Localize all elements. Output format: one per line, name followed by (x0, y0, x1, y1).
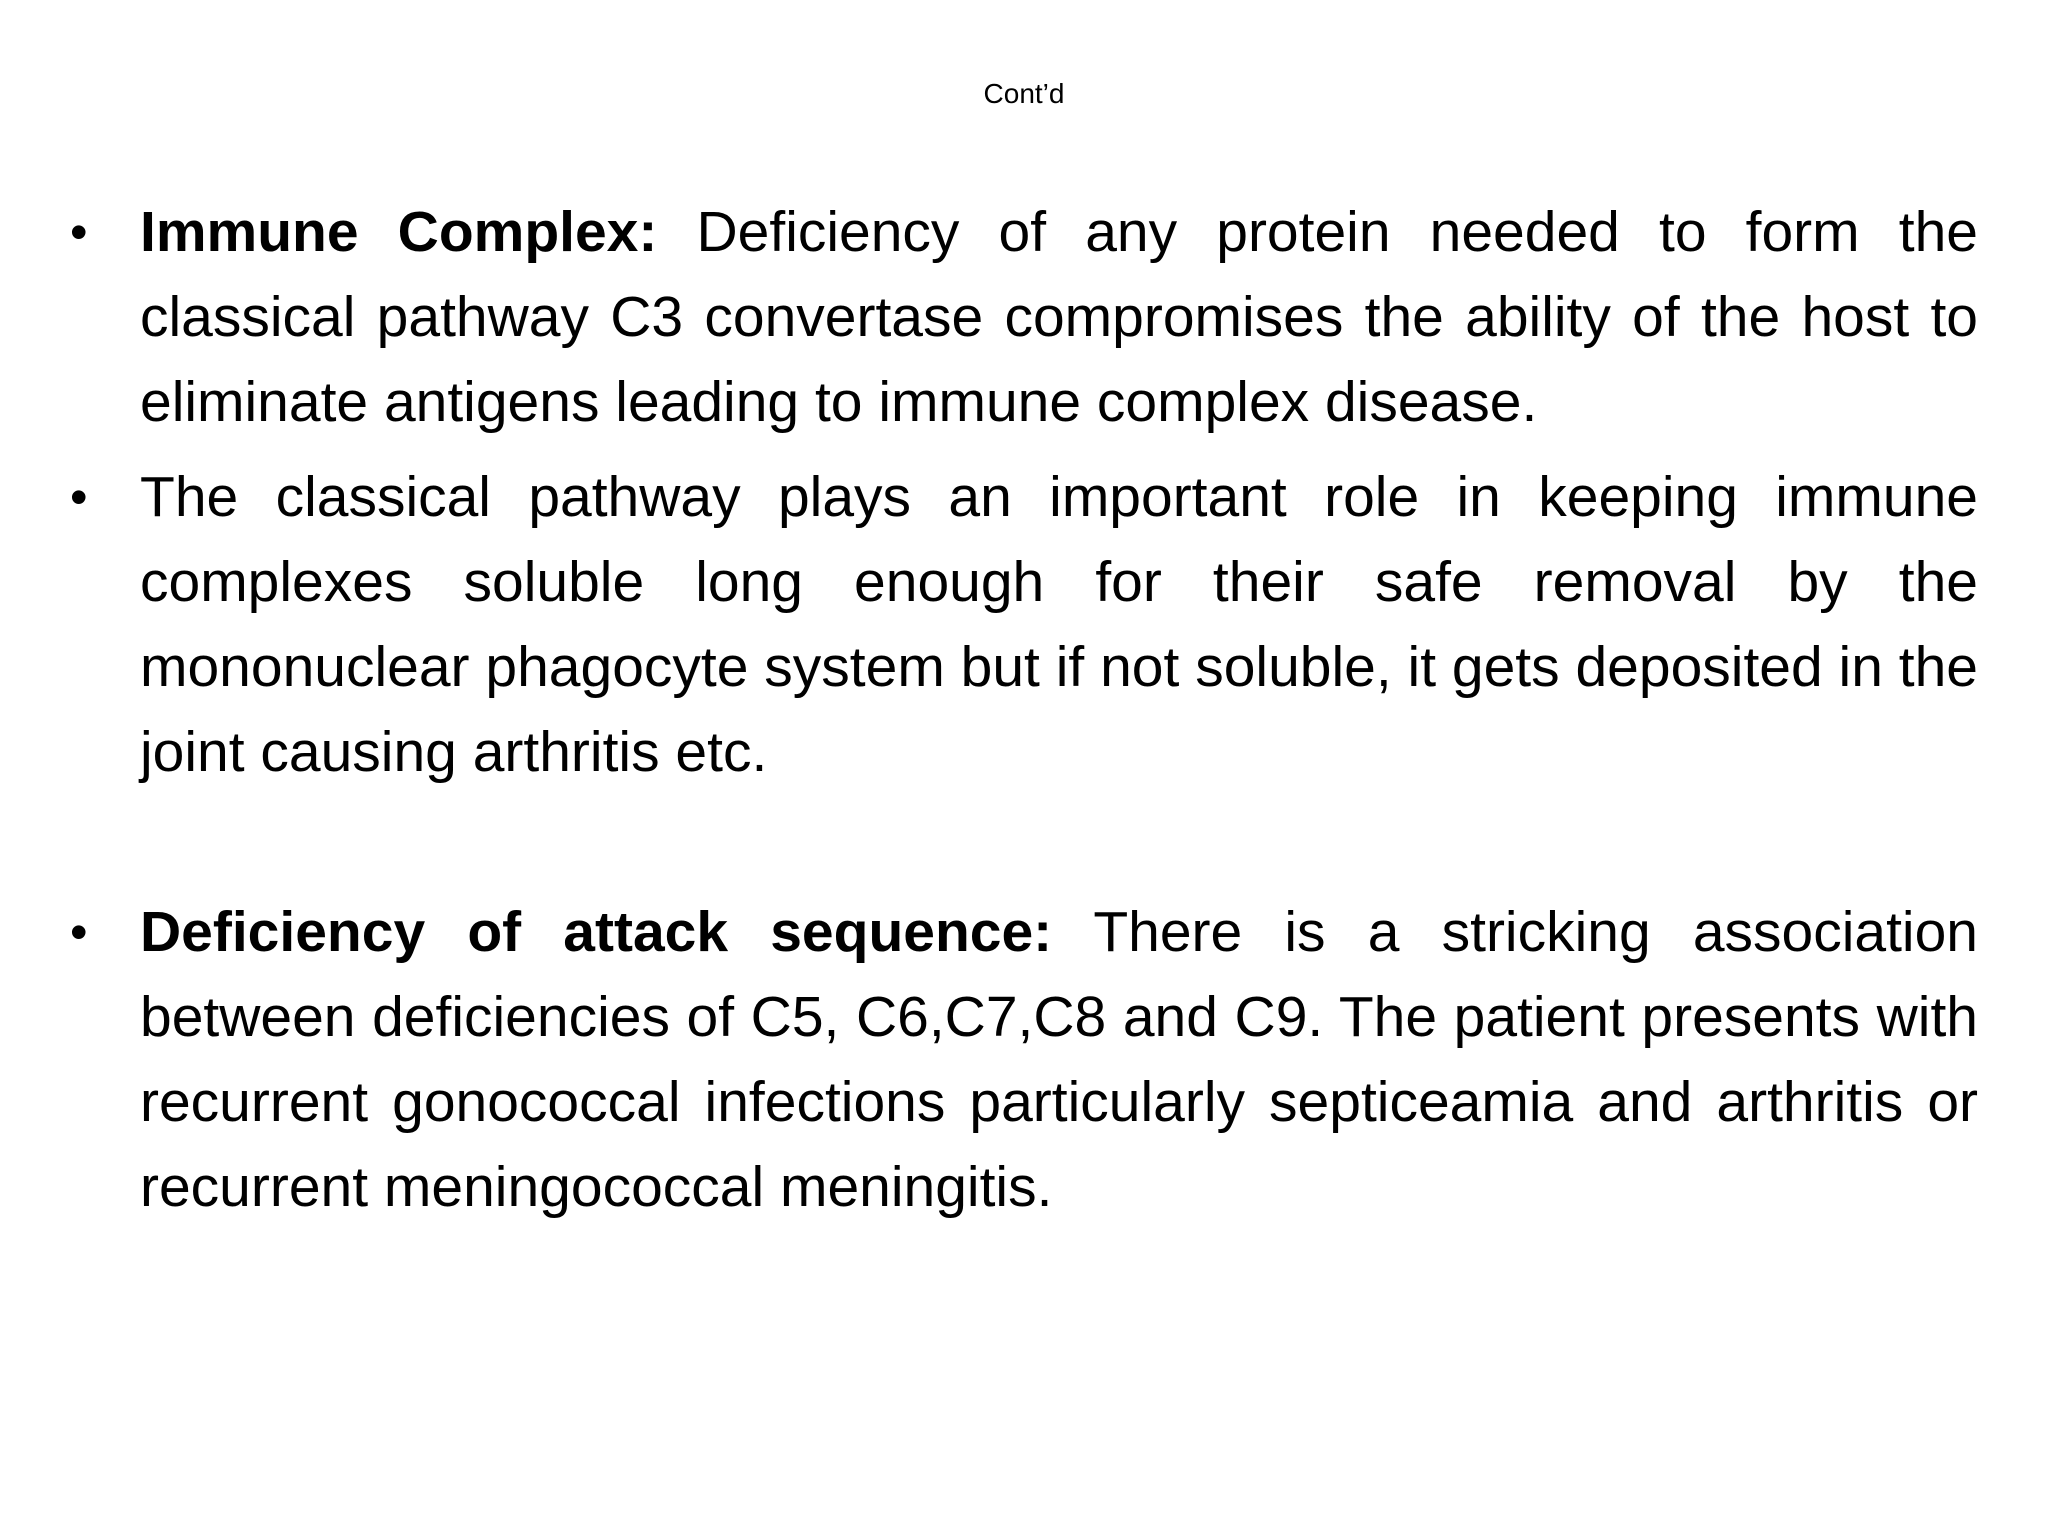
slide-title: Cont’d (983, 78, 1065, 109)
bullet-icon: • (70, 204, 88, 260)
bullet-attack-sequence (70, 890, 1978, 1230)
bullet-immune-complex (70, 190, 1978, 445)
bullet-list (70, 190, 1978, 1230)
bullet-heading: Deficiency of attack sequence: (140, 900, 1053, 964)
bullet-text: Deficiency of any protein needed to form the classical pathway C3 convertase compromises the ability of the host to eliminate antigens leading to immune complex disease. (140, 200, 1979, 434)
bullet-icon: • (70, 469, 88, 525)
bullet-icon: • (70, 904, 88, 960)
bullet-heading: Immune Complex: (140, 200, 658, 264)
bullet-classical-pathway (70, 455, 1978, 795)
bullet-text: The classical pathway plays an important role in keeping immune complexes soluble long enough for their safe removal by the mononuclear phagocyte system but if not soluble, it gets deposited in the joint causing arthritis etc. (140, 465, 1978, 784)
bullet-text: There is a stricking association between deficiencies of C5, C6,C7,C8 and C9. The patient presents with recurrent gonococcal infections particularly septiceamia and arthritis or recurrent meningococcal meningitis. (140, 900, 1978, 1219)
